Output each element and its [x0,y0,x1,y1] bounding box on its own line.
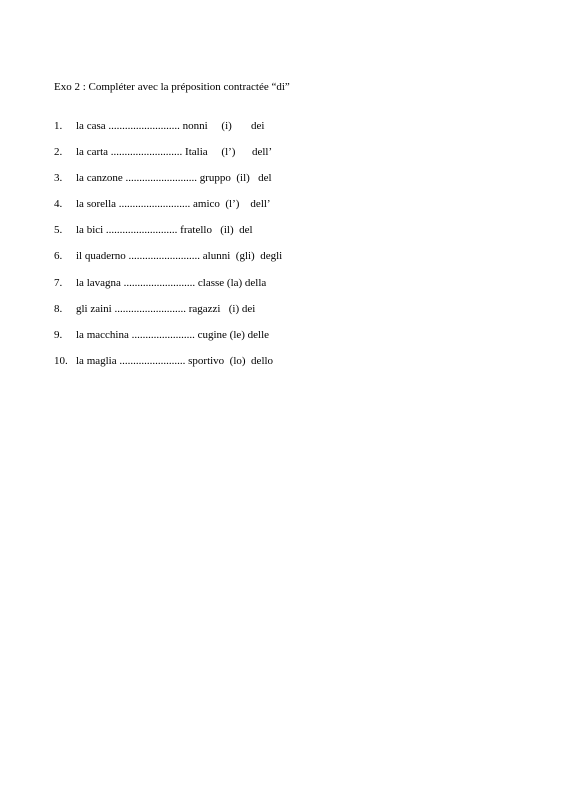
item-number: 3. [54,172,63,185]
exercise-list [54,120,283,381]
list-item [54,354,274,381]
item-text: la carta .......................... Italia (l’) dell’ [76,146,273,159]
item-text: la macchina ....................... cugine (le) delle [76,328,270,341]
list-item [54,120,265,146]
item-number: 8. [54,302,63,315]
item-text: la canzone .......................... gruppo (il) del [76,172,272,185]
list-item [54,250,283,276]
item-number: 2. [54,146,63,159]
list-item [54,224,253,250]
list-item [54,276,267,303]
item-number: 7. [54,276,63,289]
item-number: 4. [54,198,63,211]
list-item [54,302,256,329]
list-item [54,172,272,198]
item-text: gli zaini .......................... ragazzi (i) dei [76,302,256,315]
item-number: 6. [54,250,63,263]
item-text: la bici .......................... fratello (il) del [76,224,253,237]
item-number: 5. [54,224,63,237]
item-number: 9. [54,328,63,341]
item-number: 10. [54,354,68,367]
item-text: la casa .......................... nonni (i) dei [76,120,265,132]
item-text: la lavagna .......................... classe (la) della [76,276,267,289]
item-text: la sorella .......................... amico (l’) dell’ [76,198,271,211]
exercise-title: Exo 2 : Compléter avec la préposition contractée “di” [54,81,290,93]
list-item [54,146,273,172]
item-text: il quaderno .......................... alunni (gli) degli [76,250,283,263]
list-item [54,198,271,224]
item-text: la maglia ........................ sportivo (lo) dello [76,354,274,367]
item-number: 1. [54,120,63,132]
list-item [54,328,270,355]
